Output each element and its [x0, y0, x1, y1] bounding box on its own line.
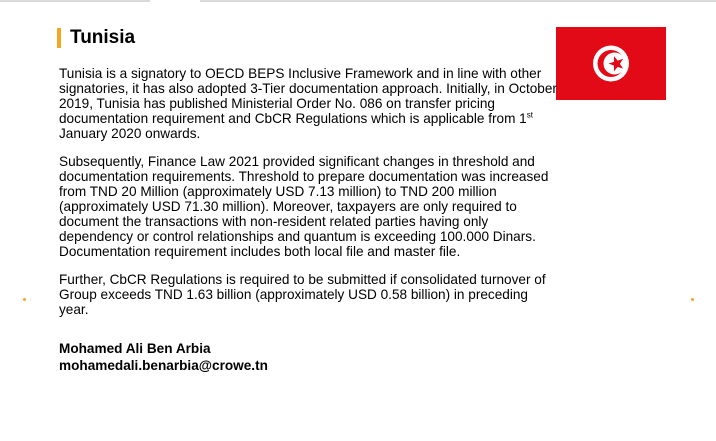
paragraph-1-text: Tunisia is a signatory to OECD BEPS Inclusive Framework and in line with other signatories, it has also adopted 3-Tier documentation approach. Initially, in October 2019, Tunisia has published Ministerial Order No. 086 on transfer pricing documentation requirement and CbCR Regulations which is applicable from 1	[59, 66, 557, 126]
heading-accent-bar	[57, 28, 61, 48]
bullet-marker-right	[691, 298, 694, 301]
contact-block	[59, 340, 268, 374]
top-rule-right	[200, 0, 716, 2]
body-text	[59, 66, 559, 330]
top-rule	[0, 0, 716, 2]
page-title: Tunisia	[70, 27, 136, 48]
ordinal-superscript: st	[526, 110, 533, 120]
bullet-marker-left	[23, 298, 26, 301]
paragraph-1-tail: January 2020 onwards.	[59, 126, 201, 141]
paragraph-2: Subsequently, Finance Law 2021 provided significant changes in threshold and documentation requirements. Threshold to prepare documentation was increased from TND 20 Million (approximately USD 7.13 million) to TND 200 million (approximately USD 71.30 million). Moreover, taxpayers are only required to document the transactions with non-resident related parties having only dependency or control relationships and quantum is exceeding 100.000 Dinars. Documentation requirement includes both local file and master file.	[59, 154, 549, 259]
tunisia-flag-icon	[556, 27, 666, 100]
top-rule-left	[0, 0, 150, 2]
section-heading	[57, 27, 135, 49]
contact-name: Mohamed Ali Ben Arbia	[59, 341, 211, 356]
flag-graphic	[556, 27, 666, 100]
contact-email[interactable]: mohamedali.benarbia@crowe.tn	[59, 358, 268, 373]
paragraph-1	[59, 66, 559, 141]
paragraph-3: Further, CbCR Regulations is required to be submitted if consolidated turnover of Group exceeds TND 1.63 billion (approximately USD 0.58 billion) in preceding year.	[59, 272, 546, 317]
